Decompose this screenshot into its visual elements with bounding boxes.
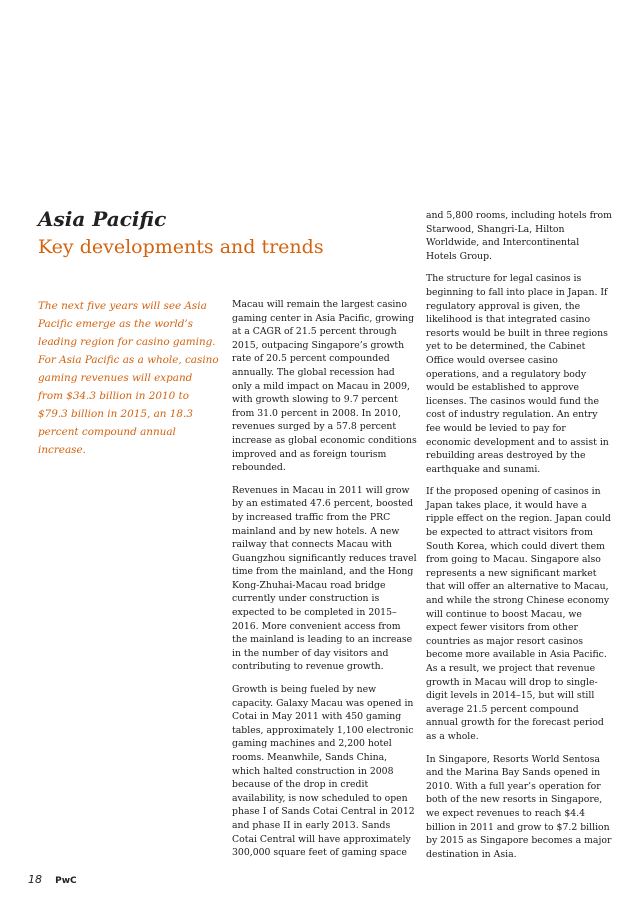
intro-pullquote: The next five years will see Asia Pacific emerge as the world’s leading region for casino gaming. For Asia Pacific as a whole, casino gaming revenues will expand from $34.3 billion in 2010 to $79.3 billion in 2015, an 18.3 percent compound annual increase. [38, 300, 219, 456]
body-column-3 [426, 209, 612, 870]
page-subtitle: Key developments and trends [38, 236, 324, 258]
paragraph: and 5,800 rooms, including hotels from Starwood, Shangri-La, Hilton Worldwide, and Intercontinental Hotels Group. [426, 210, 612, 262]
body-column-2 [232, 298, 417, 869]
paragraph: Macau will remain the largest casino gaming center in Asia Pacific, growing at a CAGR of 21.5 percent through 2015, outpacing Singapore’s growth rate of 20.5 percent compounded annually. The global recession had only a mild impact on Macau in 2009, with growth slowing to 9.7 percent from 31.0 percent in 2008. In 2010, revenues surged by a 57.8 percent increase as global economic conditions improved and as foreign tourism rebounded. [232, 299, 417, 474]
paragraph: Growth is being fueled by new capacity. Galaxy Macau was opened in Cotai in May 2011 with 450 gaming tables, approximately 1,100 electronic gaming machines and 2,200 hotel rooms. Meanwhile, Sands China, which halted construction in 2008 because of the drop in credit availability, is now scheduled to open phase I of Sands Cotai Central in 2012 and phase II in early 2013. Sands Cotai Central will have approximately 300,000 square feet of gaming space [232, 684, 415, 859]
paragraph: Revenues in Macau in 2011 will grow by an estimated 47.6 percent, boosted by increased traffic from the PRC mainland and by new hotels. A new railway that connects Macau with Guangzhou significantly reduces travel time from the mainland, and the Hong Kong-Zhuhai-Macau road bridge currently under construction is expected to be completed in 2015–2016. More convenient access from the mainland is leading to an increase in the number of day visitors and contributing to revenue growth. [232, 484, 417, 673]
page-footer [28, 868, 77, 887]
paragraph: If the proposed opening of casinos in Japan takes place, it would have a ripple effect on the region. Japan could be expected to attract visitors from South Korea, which could divert them from going to Macau. Singapore also represents a new significant market that will offer an alternative to Macau, and while the strong Chinese economy will continue to boost Macau, we expect fewer visitors from other countries as major resort casinos become more available in Asia Pacific. As a result, we project that revenue growth in Macau will drop to single-digit levels in 2014–15, but will still average 21.5 percent compound annual growth for the forecast period as a whole. [426, 486, 611, 742]
section-heading [38, 206, 398, 260]
paragraph: The structure for legal casinos is beginning to fall into place in Japan. If regulatory approval is given, the likelihood is that integrated casino resorts would be built in three regions yet to be determined, the Cabinet Office would oversee casino operations, and a regulatory body would be established to approve licenses. The casinos would fund the cost of industry regulation. An entry fee would be levied to pay for economic development and to assist in rebuilding areas destroyed by the earthquake and sunami. [426, 273, 609, 475]
page-number: 18 [28, 873, 42, 886]
page-title: Asia Pacific [38, 207, 167, 231]
brand-logo-text: PwC [55, 876, 77, 886]
paragraph: In Singapore, Resorts World Sentosa and the Marina Bay Sands opened in 2010. With a full year’s operation for both of the new resorts in Singapore, we expect revenues to reach $4.4 billion in 2011 and grow to $7.2 billion by 2015 as Singapore becomes a major destination in Asia. [426, 753, 612, 860]
